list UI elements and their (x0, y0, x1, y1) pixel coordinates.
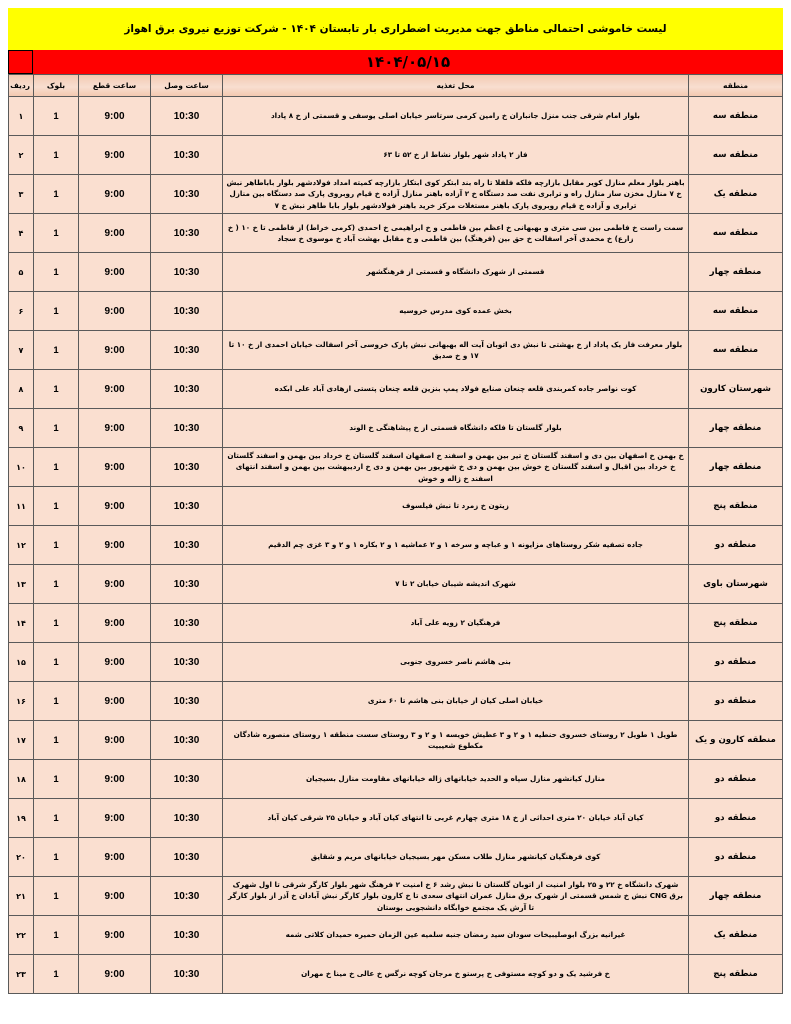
cell-region: منطقه پنج (689, 955, 783, 994)
cell-outage-time: 9:00 (79, 604, 151, 643)
table-row (9, 175, 783, 214)
cell-place: زیتون خ زمرد تا نبش فیلسوف (223, 487, 689, 526)
table-row (9, 214, 783, 253)
cell-outage-time: 9:00 (79, 643, 151, 682)
cell-outage-time: 9:00 (79, 214, 151, 253)
cell-block: 1 (34, 799, 79, 838)
cell-restore-time: 10:30 (151, 526, 223, 565)
cell-block: 1 (34, 97, 79, 136)
cell-restore-time: 10:30 (151, 604, 223, 643)
cell-block: 1 (34, 448, 79, 487)
table-header-row (9, 75, 783, 97)
cell-restore-time: 10:30 (151, 487, 223, 526)
cell-outage-time: 9:00 (79, 409, 151, 448)
cell-block: 1 (34, 487, 79, 526)
cell-block: 1 (34, 877, 79, 916)
cell-place: بلوار گلستان تا فلکه دانشگاه قسمتی از خ پیشاهنگی خ الوند (223, 409, 689, 448)
cell-row-no: ۲۲ (9, 916, 34, 955)
cell-place: قسمتی از شهرک دانشگاه و قسمتی از فرهنگشهر (223, 253, 689, 292)
cell-block: 1 (34, 331, 79, 370)
cell-place: کیان آباد خیابان ۲۰ متری احداثی از خ ۱۸ متری چهارم غربی تا انتهای کیان آباد و خیابان ۲۵ شرقی کیان آباد (223, 799, 689, 838)
cell-region: منطقه پنج (689, 487, 783, 526)
cell-place: خ بهمن خ اصفهان بین دی و اسفند گلستان خ تیر بین بهمن و اسفند خ اصفهان اسفند گلستان خ خرداد بین بهمن و اسفند گلستان خ خرداد بین اقبال و اسفند گلستان خ خوش بین بهمن و دی خ شهریور بین بهمن و دی خ اردیبهشت بین بهمن و اسفند انتهای اسفند خ ژاله و خوش (223, 448, 689, 487)
cell-outage-time: 9:00 (79, 292, 151, 331)
cell-row-no: ۳ (9, 175, 34, 214)
cell-restore-time: 10:30 (151, 214, 223, 253)
cell-place: بلوار معرفت فاز یک پاداد از خ بهشتی تا نبش دی اتوبان آیت اله بهبهانی نبش پارک خروسی آخر اسفالت خیابان احمدی از خ ۱۰ تا ۱۷ و خ صدیق (223, 331, 689, 370)
cell-region: منطقه دو (689, 760, 783, 799)
table-row (9, 565, 783, 604)
cell-place: طویل ۱ طویل ۲ روستای خسروی حنطیه ۱ و ۲ و ۳ عطیش خویسه ۱ و ۲ و ۳ روستای سست منطقه ۱ روستای منصوره شادگان مکطوع شعیبیت (223, 721, 689, 760)
cell-restore-time: 10:30 (151, 136, 223, 175)
cell-row-no: ۱۴ (9, 604, 34, 643)
cell-restore-time: 10:30 (151, 955, 223, 994)
table-row (9, 955, 783, 994)
cell-place: کوی فرهنگیان کیانشهر منازل طلاب مسکن مهر بسیجیان خیابانهای مریم و شقایق (223, 838, 689, 877)
cell-restore-time: 10:30 (151, 97, 223, 136)
date-bar-end-cap (8, 50, 33, 74)
cell-block: 1 (34, 682, 79, 721)
cell-restore-time: 10:30 (151, 838, 223, 877)
cell-block: 1 (34, 214, 79, 253)
cell-outage-time: 9:00 (79, 916, 151, 955)
cell-row-no: ۲ (9, 136, 34, 175)
cell-row-no: ۱۱ (9, 487, 34, 526)
cell-outage-time: 9:00 (79, 955, 151, 994)
cell-row-no: ۲۰ (9, 838, 34, 877)
cell-place: جاده تصفیه شکر روستاهای مزایونه ۱ و عباچه و سرخه ۱ و ۲ عماشیه ۱ و ۲ بکاره ۱ و ۲ و ۳ غزی چم الدقیم (223, 526, 689, 565)
column-header-place: محل تغذیه (223, 75, 689, 97)
table-row (9, 409, 783, 448)
table-row (9, 916, 783, 955)
cell-place: کوت نواصر جاده کمربندی قلعه چنعان صنایع فولاد پمپ بنزین قلعه چنعان پتستی ازهادی آباد علی ابکده (223, 370, 689, 409)
cell-block: 1 (34, 370, 79, 409)
table-row (9, 760, 783, 799)
cell-row-no: ۲۱ (9, 877, 34, 916)
cell-block: 1 (34, 175, 79, 214)
cell-region: منطقه سه (689, 214, 783, 253)
cell-restore-time: 10:30 (151, 643, 223, 682)
cell-row-no: ۱۷ (9, 721, 34, 760)
cell-row-no: ۱ (9, 97, 34, 136)
cell-block: 1 (34, 136, 79, 175)
table-row (9, 643, 783, 682)
cell-place: شهرک دانشگاه خ ۲۲ و ۲۵ بلوار امنیت از اتوبان گلستان تا نبش رشد ۶ خ امنیت ۲ فرهنگ شهر بلوار کارگر شرقی تا اول شهرک برق CNG نبش خ شمس قسمتی از شهرک برق منازل عمران انتهای سعدی تا خ کارون بلوار کارگر نبش آبادان خ آذر از بلوار کارگر تا آرش یک مجتمع خوابگاه دانشجویی بوستان (223, 877, 689, 916)
cell-place: منازل کیانشهر منازل سپاه و الحدید خیابانهای ژاله خیابانهای مقاومت منازل بسیجیان (223, 760, 689, 799)
cell-row-no: ۶ (9, 292, 34, 331)
column-header-row-no: ردیف (9, 75, 34, 97)
table-row (9, 526, 783, 565)
cell-outage-time: 9:00 (79, 97, 151, 136)
table-row (9, 292, 783, 331)
cell-row-no: ۲۳ (9, 955, 34, 994)
cell-row-no: ۷ (9, 331, 34, 370)
cell-region: منطقه چهار (689, 253, 783, 292)
cell-row-no: ۱۶ (9, 682, 34, 721)
schedule-date: ۱۴۰۴/۰۵/۱۵ (365, 53, 451, 71)
column-header-outage-time: ساعت قطع (79, 75, 151, 97)
table-row (9, 370, 783, 409)
cell-region: منطقه سه (689, 136, 783, 175)
cell-block: 1 (34, 721, 79, 760)
table-row (9, 799, 783, 838)
outage-schedule-table (8, 74, 783, 994)
cell-region: شهرستان باوی (689, 565, 783, 604)
cell-outage-time: 9:00 (79, 721, 151, 760)
cell-block: 1 (34, 409, 79, 448)
cell-place: بخش عمده کوی مدرس خروسیه (223, 292, 689, 331)
date-bar-row (8, 50, 783, 74)
cell-place: فرهنگیان ۲ زویه علی آباد (223, 604, 689, 643)
cell-block: 1 (34, 955, 79, 994)
cell-place: غیرانیه بزرگ ابوصلیبیخات سودان سید رمضان جنبه سلمیه عین الزمان حمیره حمیدان کلاتی شمه (223, 916, 689, 955)
page-title-bar (8, 8, 783, 50)
cell-row-no: ۱۹ (9, 799, 34, 838)
cell-region: منطقه یک (689, 916, 783, 955)
cell-row-no: ۱۰ (9, 448, 34, 487)
cell-region: منطقه پنج (689, 604, 783, 643)
cell-block: 1 (34, 916, 79, 955)
table-body (9, 97, 783, 994)
cell-block: 1 (34, 604, 79, 643)
date-bar (33, 50, 783, 74)
cell-outage-time: 9:00 (79, 136, 151, 175)
cell-region: منطقه دو (689, 838, 783, 877)
cell-outage-time: 9:00 (79, 331, 151, 370)
cell-place: خ فرشید یک و دو کوچه مستوفی خ پرستو خ مرجان کوچه نرگس خ عالی خ مینا خ مهران (223, 955, 689, 994)
column-header-block: بلوک (34, 75, 79, 97)
cell-place: شهرک اندیشه شیبان خیابان ۲ تا ۷ (223, 565, 689, 604)
cell-row-no: ۵ (9, 253, 34, 292)
cell-outage-time: 9:00 (79, 838, 151, 877)
cell-restore-time: 10:30 (151, 682, 223, 721)
cell-block: 1 (34, 292, 79, 331)
cell-restore-time: 10:30 (151, 370, 223, 409)
cell-restore-time: 10:30 (151, 760, 223, 799)
cell-place: سمت راست خ فاطمی بین سی متری و بهبهانی خ اعظم بین فاطمی و خ ابراهیمی خ احمدی (کرمی خراط) از فاطمی تا خ ۱۰ ( خ زارع) خ محمدی آخر اسفالت خ حق بین (فرهنگ) بین فاطمی و خ مقابل بهشت آباد خ موسوی خ سجاد (223, 214, 689, 253)
cell-place: فاز ۲ پاداد شهر بلوار نشاط از خ ۵۲ تا ۶۳ (223, 136, 689, 175)
table-row (9, 721, 783, 760)
cell-restore-time: 10:30 (151, 331, 223, 370)
table-row (9, 136, 783, 175)
cell-restore-time: 10:30 (151, 565, 223, 604)
cell-block: 1 (34, 760, 79, 799)
cell-row-no: ۱۳ (9, 565, 34, 604)
cell-region: منطقه سه (689, 97, 783, 136)
cell-region: منطقه یک (689, 175, 783, 214)
cell-block: 1 (34, 838, 79, 877)
cell-region: منطقه سه (689, 292, 783, 331)
cell-region: منطقه دو (689, 799, 783, 838)
cell-place: باهنر بلوار معلم منازل کویر مقابل بازارچه فلکه فلفلا تا راه بند ابتکر کوی ابتکار بازارچه کمیته امداد فولادشهر بلوار باباطاهر نبش خ ۷ منازل مخزن ساز منازل راه و ترابری نفت صد دستگاه خ ۲ آزاده باهنر منازل آزاده خ قیام روبروی پارک صد دستگاه بین منازل ترابری و آزاده خ قیام روبروی پارک باهنر مستغلات مرکز خرید باهنر فولادشهر بلوار بابا طاهر نبش خ ۷ (223, 175, 689, 214)
cell-row-no: ۱۲ (9, 526, 34, 565)
cell-outage-time: 9:00 (79, 253, 151, 292)
cell-outage-time: 9:00 (79, 175, 151, 214)
cell-restore-time: 10:30 (151, 877, 223, 916)
cell-outage-time: 9:00 (79, 877, 151, 916)
cell-region: منطقه دو (689, 682, 783, 721)
cell-outage-time: 9:00 (79, 682, 151, 721)
cell-region: منطقه کارون و یک (689, 721, 783, 760)
cell-restore-time: 10:30 (151, 409, 223, 448)
cell-row-no: ۱۸ (9, 760, 34, 799)
cell-restore-time: 10:30 (151, 292, 223, 331)
table-header (9, 75, 783, 97)
cell-row-no: ۴ (9, 214, 34, 253)
cell-place: بنی هاشم ناصر خسروی جنوبی (223, 643, 689, 682)
cell-region: منطقه دو (689, 643, 783, 682)
cell-restore-time: 10:30 (151, 799, 223, 838)
cell-outage-time: 9:00 (79, 487, 151, 526)
table-row (9, 877, 783, 916)
table-row (9, 838, 783, 877)
cell-place: بلوار امام شرقی جنب منزل جانباران خ رامین کرمی سرتاسر خیابان اصلی یوسفی و قسمتی از خ ۸ پاداد (223, 97, 689, 136)
cell-place: خیابان اصلی کیان از خیابان بنی هاشم تا ۶۰ متری (223, 682, 689, 721)
cell-outage-time: 9:00 (79, 370, 151, 409)
cell-region: منطقه سه (689, 331, 783, 370)
table-row (9, 487, 783, 526)
table-row (9, 448, 783, 487)
cell-block: 1 (34, 565, 79, 604)
cell-outage-time: 9:00 (79, 565, 151, 604)
cell-restore-time: 10:30 (151, 253, 223, 292)
cell-restore-time: 10:30 (151, 916, 223, 955)
table-row (9, 331, 783, 370)
cell-region: منطقه چهار (689, 409, 783, 448)
table-row (9, 604, 783, 643)
cell-restore-time: 10:30 (151, 721, 223, 760)
cell-region: منطقه چهار (689, 877, 783, 916)
cell-region: منطقه چهار (689, 448, 783, 487)
cell-row-no: ۱۵ (9, 643, 34, 682)
table-row (9, 682, 783, 721)
cell-row-no: ۹ (9, 409, 34, 448)
cell-region: شهرستان کارون (689, 370, 783, 409)
page-title: لیست خاموشی احتمالی مناطق جهت مدیریت اضطراری بار تابستان ۱۴۰۴ - شرکت توزیع نیروی برق اهواز (124, 23, 667, 35)
cell-outage-time: 9:00 (79, 799, 151, 838)
table-row (9, 97, 783, 136)
cell-restore-time: 10:30 (151, 175, 223, 214)
column-header-restore-time: ساعت وصل (151, 75, 223, 97)
cell-block: 1 (34, 253, 79, 292)
cell-outage-time: 9:00 (79, 448, 151, 487)
table-row (9, 253, 783, 292)
cell-row-no: ۸ (9, 370, 34, 409)
cell-outage-time: 9:00 (79, 526, 151, 565)
cell-block: 1 (34, 643, 79, 682)
column-header-region: منطقه (689, 75, 783, 97)
cell-block: 1 (34, 526, 79, 565)
cell-region: منطقه دو (689, 526, 783, 565)
cell-outage-time: 9:00 (79, 760, 151, 799)
cell-restore-time: 10:30 (151, 448, 223, 487)
